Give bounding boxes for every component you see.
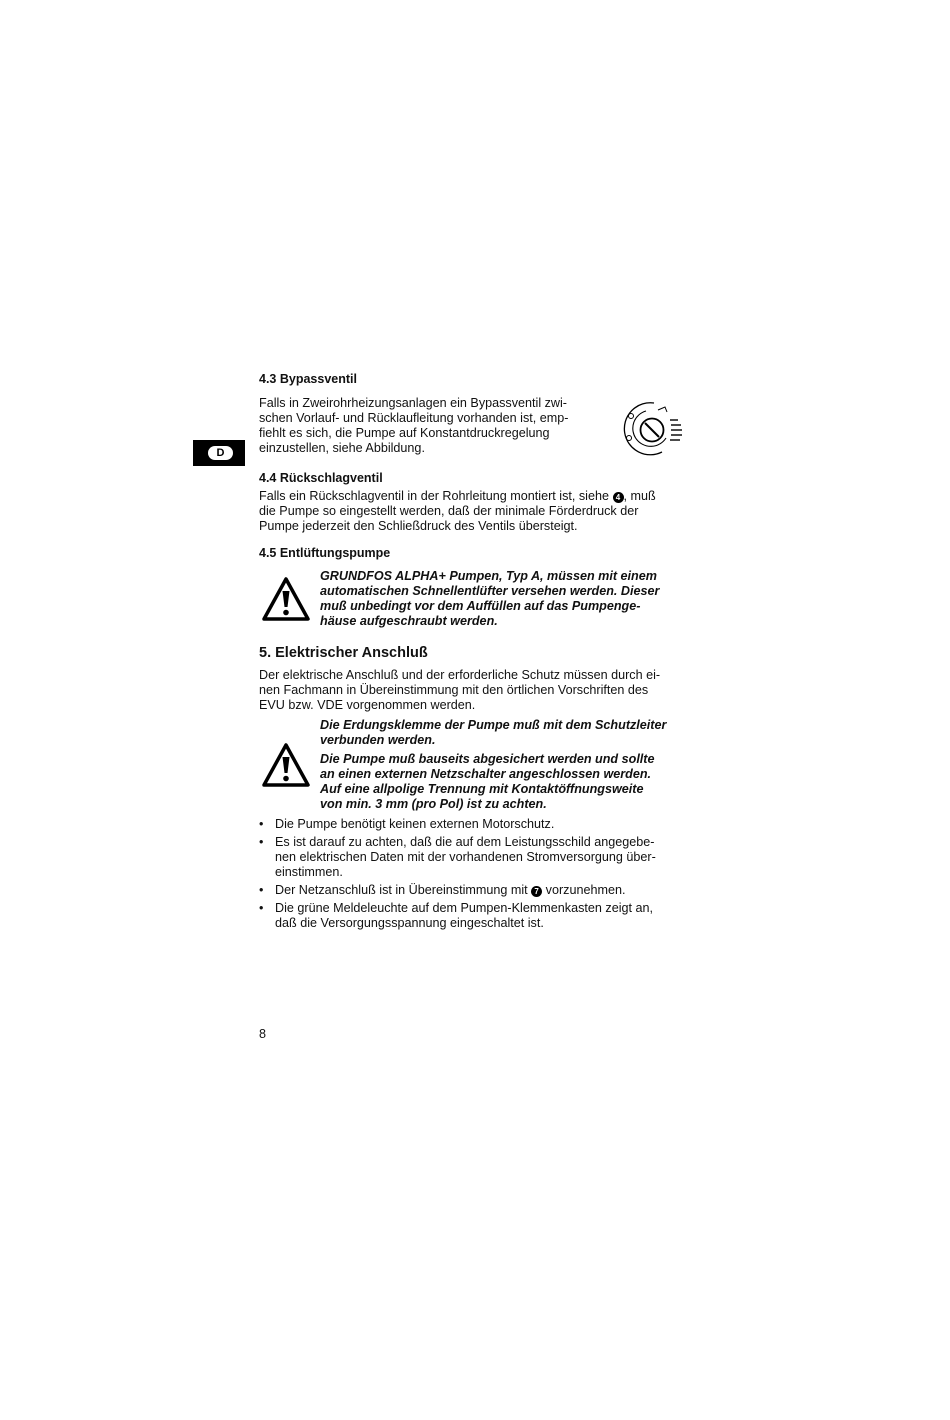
- page-number: 8: [259, 1027, 267, 1041]
- warning-line: verbunden werden.: [320, 733, 436, 747]
- bullet-icon: •: [259, 817, 264, 831]
- text-line: nen elektrischen Daten mit der vorhandenen Stromversorgung über-: [275, 850, 656, 864]
- bullet-icon: •: [259, 901, 264, 915]
- text-segment: , muß: [623, 489, 656, 503]
- warning-text-venting: [320, 569, 659, 629]
- text-segment: vorzunehmen.: [542, 883, 626, 897]
- section-heading-4-5: 4.5 Entlüftungspumpe: [259, 546, 391, 560]
- section-4-3-text: [259, 396, 568, 456]
- pump-control-dial-illustration: [618, 398, 686, 458]
- text-line: EVU bzw. VDE vorgenommen werden.: [259, 698, 476, 712]
- text-line: Die grüne Meldeleuchte auf dem Pumpen-Klemmenkasten zeigt an,: [275, 901, 654, 915]
- warning-triangle-icon: [261, 576, 311, 622]
- list-item: [259, 835, 709, 880]
- warning-line: häuse aufgeschraubt werden.: [320, 614, 498, 628]
- bullet-icon: •: [259, 835, 264, 849]
- warning-text-grounding: [320, 718, 666, 748]
- text-line: Der elektrische Anschluß und der erforderliche Schutz müssen durch ei-: [259, 668, 661, 682]
- text-segment: Der Netzanschluß ist in Übereinstimmung mit: [275, 883, 532, 897]
- bullet-icon: •: [259, 883, 264, 897]
- reference-number-icon: 7: [531, 886, 542, 897]
- text-line: Falls in Zweirohrheizungsanlagen ein Bypassventil zwi-: [259, 396, 567, 410]
- text-segment: Falls ein Rückschlagventil in der Rohrleitung montiert ist, siehe: [259, 489, 613, 503]
- warning-triangle-icon: [261, 742, 311, 788]
- warning-line: muß unbedingt vor dem Auffüllen auf das Pumpenge-: [320, 599, 641, 613]
- text-line: Pumpe jederzeit den Schließdruck des Ventils übersteigt.: [259, 519, 578, 533]
- text-line: daß die Versorgungsspannung eingeschaltet ist.: [275, 916, 544, 930]
- warning-line: Die Pumpe muß bauseits abgesichert werden und sollte: [320, 752, 655, 766]
- warning-line: an einen externen Netzschalter angeschlossen werden.: [320, 767, 652, 781]
- warning-text-fuse: [320, 752, 655, 812]
- list-item: [259, 883, 709, 898]
- section-heading-5: 5. Elektrischer Anschluß: [259, 645, 428, 661]
- bullet-list: [259, 817, 709, 934]
- text-line: [275, 883, 709, 898]
- language-tab-label: D: [208, 446, 233, 460]
- text-line: einstimmen.: [275, 865, 343, 879]
- text-line: [259, 489, 656, 504]
- warning-line: Die Erdungsklemme der Pumpe muß mit dem Schutzleiter: [320, 718, 667, 732]
- text-line: nen Fachmann in Übereinstimmung mit den örtlichen Vorschriften des: [259, 683, 649, 697]
- text-line: fiehlt es sich, die Pumpe auf Konstantdruckregelung: [259, 426, 550, 440]
- warning-line: GRUNDFOS ALPHA+ Pumpen, Typ A, müssen mit einem: [320, 569, 657, 583]
- list-item: [259, 817, 709, 832]
- reference-number-icon: 4: [613, 492, 624, 503]
- text-line: die Pumpe so eingestellt werden, daß der minimale Förderdruck der: [259, 504, 639, 518]
- text-line: einzustellen, siehe Abbildung.: [259, 441, 425, 455]
- section-heading-4-3: 4.3 Bypassventil: [259, 372, 357, 386]
- list-item: [259, 901, 709, 931]
- text-line: Es ist darauf zu achten, daß die auf dem Leistungsschild angegebe-: [275, 835, 655, 849]
- warning-line: Auf eine allpolige Trennung mit Kontaktöffnungsweite: [320, 782, 644, 796]
- text-line: schen Vorlauf- und Rücklaufleitung vorhanden ist, emp-: [259, 411, 569, 425]
- section-4-4-text: [259, 489, 656, 534]
- section-5-text: [259, 668, 660, 713]
- section-heading-4-4: 4.4 Rückschlagventil: [259, 471, 383, 485]
- text-line: Die Pumpe benötigt keinen externen Motorschutz.: [275, 817, 555, 831]
- language-tab: [193, 440, 245, 466]
- warning-line: automatischen Schnellentlüfter versehen werden. Dieser: [320, 584, 660, 598]
- warning-line: von min. 3 mm (pro Pol) ist zu achten.: [320, 797, 547, 811]
